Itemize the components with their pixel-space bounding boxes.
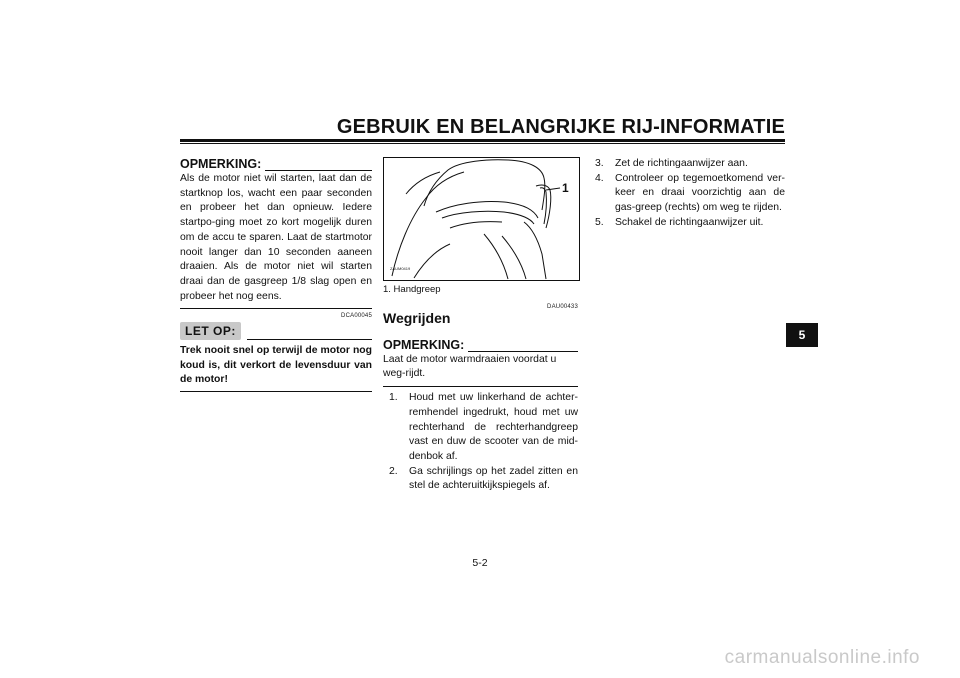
figure-code: ZAUM0419 bbox=[390, 266, 411, 271]
step-text: Houd met uw linkerhand de achter-remhendel ingedrukt, houd met uw rechterhand de rechterhandgreep vast en duw de scooter van de mid-denbok af. bbox=[409, 392, 578, 462]
step-text: Ga schrijlings op het zadel zitten en stel de achteruitkijkspiegels af. bbox=[409, 465, 578, 492]
middle-column bbox=[383, 283, 578, 494]
header-rule bbox=[180, 139, 785, 142]
watermark: carmanualsonline.info bbox=[724, 647, 920, 668]
chapter-tab: 5 bbox=[786, 323, 818, 347]
caution-heading-row bbox=[180, 322, 372, 340]
caution-badge: LET OP: bbox=[180, 322, 241, 340]
figure-caption: 1. Handgreep bbox=[383, 284, 441, 295]
note-heading-row bbox=[180, 157, 372, 171]
step-number: 1. bbox=[389, 392, 398, 404]
scooter-handgrip-figure bbox=[383, 157, 580, 281]
header-rule-thin bbox=[180, 143, 785, 144]
step-text: Schakel de richtingaanwijzer uit. bbox=[615, 216, 764, 228]
steps-list-middle bbox=[383, 391, 578, 494]
page-header-title: GEBRUIK EN BELANGRIJKE RIJ-INFORMATIE bbox=[336, 116, 785, 138]
list-item bbox=[589, 216, 785, 231]
caution-code: DCA00045 bbox=[341, 313, 372, 320]
figure-callout-line bbox=[546, 188, 560, 190]
list-item bbox=[383, 465, 578, 494]
caution-heading-line bbox=[247, 327, 372, 340]
caution-text: Trek nooit snel op terwijl de motor nog koud is, dit verkort de levensduur van de motor! bbox=[180, 345, 372, 385]
note-end-rule bbox=[180, 308, 372, 309]
steps-list-right bbox=[589, 157, 785, 231]
list-item bbox=[383, 391, 578, 465]
step-text: Controleer op tegemoetkomend ver-keer en draai voorzichtig aan de gas-greep (rechts) om weg te rijden. bbox=[615, 172, 785, 214]
section-note-text: Laat de motor warmdraaien voordat u weg-rijdt. bbox=[383, 353, 557, 380]
note-heading-line bbox=[265, 160, 372, 171]
section-note-heading: OPMERKING: bbox=[383, 337, 465, 352]
section-code: DAU00433 bbox=[547, 303, 578, 310]
step-text: Zet de richtingaanwijzer aan. bbox=[615, 158, 748, 169]
step-number: 3. bbox=[595, 158, 604, 169]
caution-end-rule bbox=[180, 391, 372, 392]
scooter-rear-illustration bbox=[384, 158, 579, 280]
list-item bbox=[589, 172, 785, 216]
section-note-end-rule bbox=[383, 386, 578, 387]
left-column bbox=[180, 157, 372, 392]
step-number: 5. bbox=[595, 216, 604, 228]
step-number: 2. bbox=[389, 465, 398, 477]
note-text: Als de motor niet wil starten, laat dan de startknop los, wacht een paar seconden en probeer het dan opnieuw. Iedere startpo-ging moet zo kort mogelijk duren om de accu te sparen. Laat de startmotor nooit langer dan 10 seconden aaneen draaien. Als de motor niet wil starten draai dan de gasgreep 1/8 slag open en probeer het nog eens. bbox=[180, 173, 372, 302]
section-title: Wegrijden bbox=[383, 309, 451, 326]
right-column bbox=[589, 157, 785, 231]
page-number: 5-2 bbox=[472, 557, 488, 569]
section-note-heading-line bbox=[468, 341, 578, 352]
list-item bbox=[589, 157, 785, 172]
figure-callout-number: 1 bbox=[562, 181, 569, 195]
step-number: 4. bbox=[595, 172, 604, 184]
note-heading: OPMERKING: bbox=[180, 157, 262, 171]
section-note-heading-row bbox=[383, 338, 578, 352]
